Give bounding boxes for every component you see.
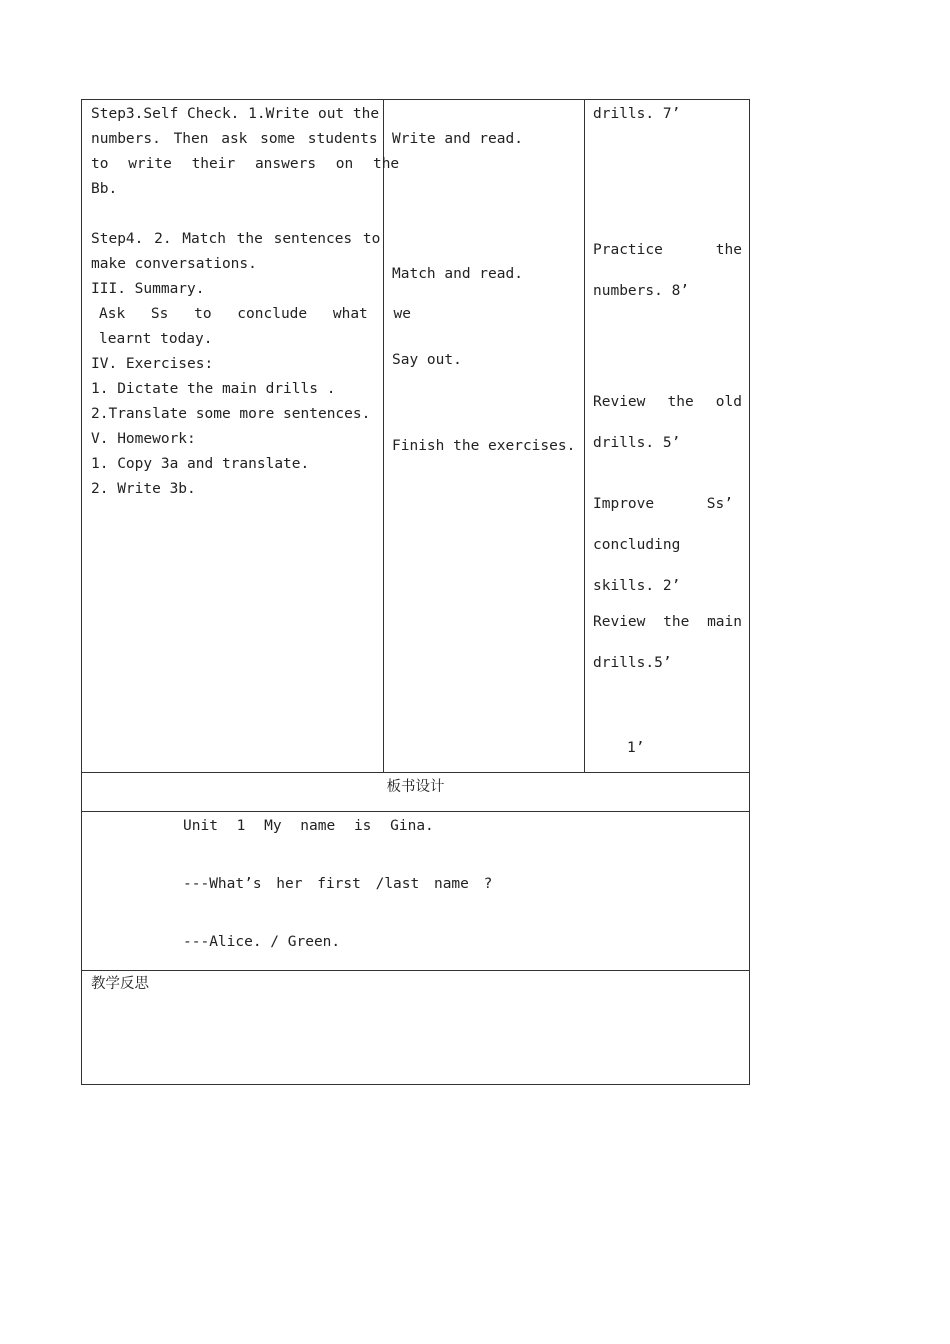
- step3-line-4: Bb.: [91, 181, 118, 197]
- purpose-review-main: Review the main: [593, 614, 742, 630]
- purpose-numbers-8: numbers. 8’: [593, 283, 690, 299]
- homework-2: 2. Write 3b.: [91, 481, 196, 497]
- summary-title: III. Summary.: [91, 281, 205, 297]
- homework-1: 1. Copy 3a and translate.: [91, 456, 310, 472]
- step4-line-2: make conversations.: [91, 256, 257, 272]
- step3-line-1: Step3.Self Check. 1.Write out the: [91, 106, 380, 122]
- activity-say-out: Say out.: [392, 352, 462, 368]
- purpose-drills-7: drills. 7’: [593, 106, 681, 122]
- board-line-3: ---Alice. / Green.: [183, 934, 341, 950]
- purpose-drills-5b: drills.5’: [593, 655, 672, 671]
- step3-line-3: to write their answers on the: [91, 156, 400, 172]
- row-divider-reflection: [82, 970, 749, 971]
- row-divider-board-content: [82, 811, 749, 812]
- step3-line-2: numbers. Then ask some students: [91, 131, 378, 147]
- activity-match-read: Match and read.: [392, 266, 523, 282]
- lesson-plan-table: [81, 99, 750, 1085]
- step4-line-1: Step4. 2. Match the sentences to: [91, 231, 381, 247]
- exercise-1: 1. Dictate the main drills .: [91, 381, 336, 397]
- activity-finish: Finish the exercises.: [392, 438, 576, 454]
- summary-line-2: learnt today.: [99, 331, 213, 347]
- exercises-title: IV. Exercises:: [91, 356, 214, 372]
- purpose-drills-5: drills. 5’: [593, 435, 681, 451]
- purpose-1-minute: 1’: [627, 740, 645, 756]
- purpose-improve: Improve Ss’: [593, 496, 733, 512]
- exercise-2: 2.Translate some more sentences.: [91, 406, 371, 422]
- homework-title: V. Homework:: [91, 431, 196, 447]
- purpose-review-old: Review the old: [593, 394, 742, 410]
- reflection-title: 教学反思: [91, 976, 149, 992]
- column-divider-2: [584, 100, 585, 772]
- row-divider-board-title: [82, 772, 749, 773]
- purpose-skills-2: skills. 2’: [593, 578, 681, 594]
- activity-write-read: Write and read.: [392, 131, 523, 147]
- summary-line-1: Ask Ss to conclude what we: [99, 306, 411, 322]
- column-divider-1: [383, 100, 384, 772]
- purpose-concluding: concluding: [593, 537, 681, 553]
- board-line-1: Unit 1 My name is Gina.: [183, 818, 434, 834]
- board-design-title: 板书设计: [386, 779, 445, 795]
- board-line-2: ---What’s her first /last name ?: [183, 876, 493, 892]
- purpose-practice: Practice the: [593, 242, 742, 258]
